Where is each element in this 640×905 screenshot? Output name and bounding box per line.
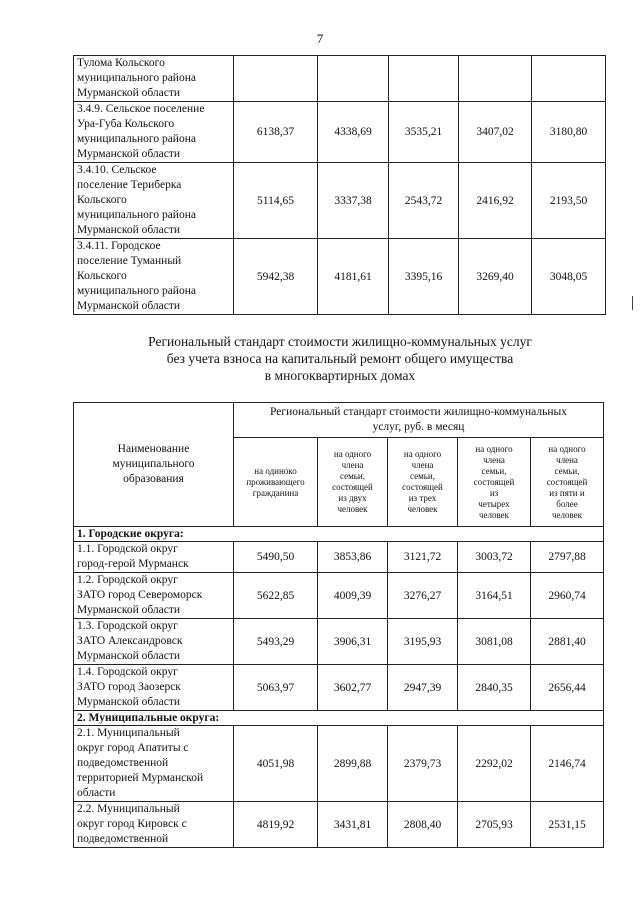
- cost-value: 3195,93: [388, 619, 458, 665]
- text-line: Мурманской области: [77, 224, 181, 236]
- cost-value: 5490,50: [234, 542, 318, 573]
- cost-value: 3602,77: [318, 665, 388, 711]
- text-line: 1.3. Городской округ: [77, 620, 178, 632]
- cost-value: 3853,86: [318, 542, 388, 573]
- text-line: Ура-Губа Кольского: [77, 118, 175, 130]
- table-row: [74, 619, 604, 665]
- text-line: ЗАТО Александровск: [77, 635, 183, 647]
- text-line: муниципального района: [77, 285, 196, 297]
- table-row: [74, 542, 604, 573]
- text-line: Мурманской области: [77, 87, 181, 99]
- household-size-header: [531, 438, 604, 527]
- text-line: человек: [551, 509, 583, 520]
- text-line: более: [556, 498, 578, 509]
- section-title: 1. Городские округа:: [74, 527, 604, 542]
- regional-standard-table: [73, 402, 604, 848]
- text-line: на одного: [548, 443, 586, 454]
- cost-value: 3276,27: [388, 573, 458, 619]
- continued-cost-table: [73, 55, 606, 315]
- text-line: услуг, руб. в месяц: [372, 421, 465, 433]
- household-size-header: [388, 438, 458, 527]
- section-title: 2. Муниципальные округа:: [74, 711, 604, 726]
- cost-value: 3048,05: [532, 239, 606, 315]
- cost-value: 5493,29: [234, 619, 318, 665]
- municipality-name: [74, 542, 234, 573]
- text-line: 1.1. Городской округ: [77, 543, 178, 555]
- text-line: ЗАТО город Североморск: [77, 589, 203, 601]
- text-line: Кольского: [77, 194, 127, 206]
- municipality-name: [74, 619, 234, 665]
- cost-value: 2705,93: [458, 802, 531, 848]
- cost-value: 2292,02: [458, 726, 531, 802]
- text-line: семьи,: [410, 471, 435, 481]
- text-line: семьи,: [340, 471, 365, 481]
- text-line: состоящей: [402, 482, 443, 492]
- table-row: [74, 102, 606, 163]
- cost-value: [318, 56, 389, 102]
- text-line: 2.2. Муниципальный: [77, 803, 180, 815]
- text-line: муниципального района: [77, 72, 196, 84]
- cost-value: 4819,92: [234, 802, 318, 848]
- text-line: Мурманской области: [77, 148, 181, 160]
- cost-value: 3081,08: [458, 619, 531, 665]
- text-line: члена: [483, 454, 505, 465]
- municipality-name: [74, 239, 234, 315]
- cost-value: 2193,50: [532, 163, 606, 239]
- title-line: без учета взноса на капитальный ремонт общего имущества: [166, 351, 514, 366]
- table-row: [74, 56, 606, 102]
- household-size-header: [318, 438, 388, 527]
- cost-value: 2881,40: [531, 619, 604, 665]
- title-line: в многоквартирных домах: [264, 368, 416, 383]
- cost-value: 2797,88: [531, 542, 604, 573]
- cost-value: 3906,31: [318, 619, 388, 665]
- text-line: области: [77, 787, 116, 799]
- section-row: [74, 527, 604, 542]
- text-line: территорией Мурманской: [77, 772, 204, 784]
- text-line: подведомственной: [77, 833, 169, 845]
- text-line: поселение Туманный: [77, 255, 182, 267]
- text-line: гражданина: [252, 487, 299, 498]
- municipality-name: [74, 726, 234, 802]
- header-name: [74, 403, 234, 527]
- text-line: члена: [556, 454, 578, 465]
- table-row: [74, 802, 604, 848]
- text-line: состоящей: [473, 476, 515, 487]
- section-title: [0, 333, 640, 384]
- cost-value: [532, 56, 606, 102]
- cost-value: 3121,72: [388, 542, 458, 573]
- text-line: из пяти и: [549, 487, 585, 498]
- text-line: четырех: [478, 498, 510, 509]
- municipality-name: [74, 665, 234, 711]
- cost-value: 3395,16: [389, 239, 459, 315]
- cost-value: 2960,74: [531, 573, 604, 619]
- text-line: члена: [341, 460, 364, 470]
- text-line: Мурманской области: [77, 300, 181, 312]
- cost-value: [234, 56, 318, 102]
- cost-value: 4338,69: [318, 102, 389, 163]
- table-row: [74, 239, 606, 315]
- text-line: Кольского: [77, 270, 127, 282]
- cost-value: 2146,74: [531, 726, 604, 802]
- cost-value: 3180,80: [532, 102, 606, 163]
- cost-value: 3003,72: [458, 542, 531, 573]
- text-line: Мурманской области: [77, 696, 181, 708]
- cost-value: 4181,61: [318, 239, 389, 315]
- text-line: округ город Кировск с: [77, 818, 187, 830]
- text-line: человек: [337, 504, 368, 514]
- table-row: [74, 163, 606, 239]
- text-line: 2.1. Муниципальный: [77, 727, 180, 739]
- text-line: из двух: [338, 493, 367, 503]
- cost-value: 4009,39: [318, 573, 388, 619]
- text-line: человек: [478, 509, 510, 520]
- cost-value: 3407,02: [459, 102, 532, 163]
- text-line: из трех: [408, 493, 437, 503]
- text-line: 3.4.11. Городское: [77, 240, 161, 252]
- text-line: состоящей: [546, 476, 588, 487]
- text-line: муниципального района: [77, 133, 196, 145]
- text-line: человек: [407, 504, 438, 514]
- table-row: [74, 665, 604, 711]
- text-line: проживающего: [246, 476, 305, 487]
- text-line: Тулома Кольского: [77, 57, 165, 69]
- text-line: подведомственной: [77, 757, 169, 769]
- cost-value: 2416,92: [459, 163, 532, 239]
- text-line: Наименование: [117, 443, 190, 455]
- text-line: 1.4. Городской округ: [77, 666, 178, 678]
- cost-value: 5622,85: [234, 573, 318, 619]
- municipality-name: [74, 56, 234, 102]
- text-line: семьи,: [481, 465, 507, 476]
- cost-value: 2840,35: [458, 665, 531, 711]
- cost-value: [389, 56, 459, 102]
- cost-value: 3164,51: [458, 573, 531, 619]
- text-line: муниципального района: [77, 209, 196, 221]
- text-line: из: [489, 487, 499, 498]
- household-size-header: [458, 438, 531, 527]
- table-row: [74, 573, 604, 619]
- table-row: [74, 726, 604, 802]
- cost-value: 5114,65: [234, 163, 318, 239]
- text-line: на одного: [333, 449, 372, 459]
- text-line: образования: [123, 473, 184, 485]
- text-line: ЗАТО город Заозерск: [77, 681, 181, 693]
- cost-value: 2379,73: [388, 726, 458, 802]
- cost-value: 6138,37: [234, 102, 318, 163]
- text-line: члена: [411, 460, 434, 470]
- text-line: 1.2. Городской округ: [77, 574, 178, 586]
- municipality-name: [74, 163, 234, 239]
- cost-value: 3337,38: [318, 163, 389, 239]
- household-size-header: [234, 438, 318, 527]
- municipality-name: [74, 802, 234, 848]
- text-line: муниципального: [112, 458, 195, 470]
- cost-value: 3535,21: [389, 102, 459, 163]
- page-number: 7: [316, 31, 324, 46]
- text-line: Мурманской области: [77, 650, 181, 662]
- text-line: состоящей: [332, 482, 373, 492]
- text-line: Мурманской области: [77, 604, 181, 616]
- cost-value: 4051,98: [234, 726, 318, 802]
- text-line: округ город Апатиты с: [77, 742, 189, 754]
- cost-value: 5942,38: [234, 239, 318, 315]
- cost-value: 2656,44: [531, 665, 604, 711]
- cost-value: [459, 56, 532, 102]
- municipality-name: [74, 573, 234, 619]
- title-line: Региональный стандарт стоимости жилищно-коммунальных услуг: [148, 334, 532, 349]
- cost-value: 5063,97: [234, 665, 318, 711]
- text-line: на одного: [475, 443, 513, 454]
- cost-value: 2543,72: [389, 163, 459, 239]
- text-line: семьи,: [554, 465, 580, 476]
- cost-value: 2947,39: [388, 665, 458, 711]
- cost-value: 2531,15: [531, 802, 604, 848]
- margin-mark: [632, 296, 633, 310]
- text-line: на одного: [403, 449, 442, 459]
- cost-value: 3431,81: [318, 802, 388, 848]
- cost-value: 3269,40: [459, 239, 532, 315]
- text-line: город-герой Мурманск: [77, 558, 189, 570]
- text-line: на одиноко: [254, 465, 297, 476]
- header-group: [234, 403, 604, 438]
- municipality-name: [74, 102, 234, 163]
- section-row: [74, 711, 604, 726]
- cost-value: 2899,88: [318, 726, 388, 802]
- text-line: Региональный стандарт стоимости жилищно-коммунальных: [270, 406, 567, 418]
- text-line: 3.4.10. Сельское: [77, 164, 157, 176]
- text-line: 3.4.9. Сельское поселение: [77, 103, 205, 115]
- text-line: поселение Териберка: [77, 179, 182, 191]
- cost-value: 2808,40: [388, 802, 458, 848]
